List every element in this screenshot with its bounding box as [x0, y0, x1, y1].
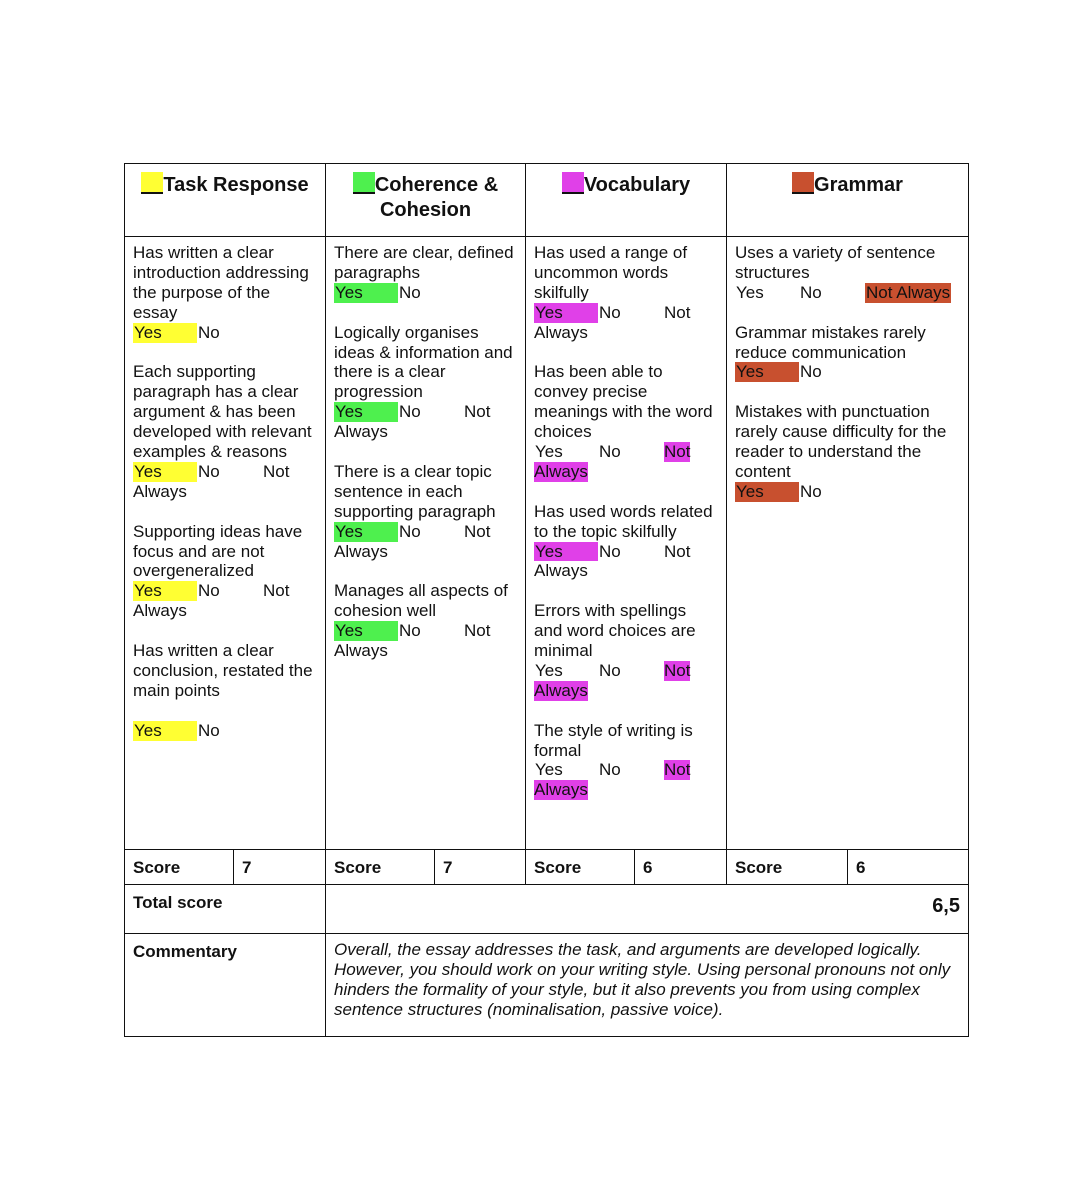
answer-options [334, 283, 517, 303]
criterion [534, 502, 718, 582]
criterion [534, 721, 718, 801]
answer-always: Always [334, 541, 388, 561]
criteria-list [326, 237, 525, 687]
header-title: Vocabulary [583, 174, 691, 196]
task-color-swatch [141, 172, 163, 194]
criterion [133, 362, 317, 501]
answer-yes: Yes [133, 462, 197, 482]
criterion-text: Manages all aspects of cohesion well [334, 581, 508, 621]
commentary-text: Overall, the essay addresses the task, and arguments are developed logically. However, you should work on your writing style. Using personal pronouns not only hinders the formality of your style, but it also prevents you from using complex sentence structures (nominalisation, passive voice). [326, 934, 969, 1037]
criterion [334, 323, 517, 442]
answer-no: No [198, 322, 220, 342]
rubric-table [124, 163, 969, 1037]
answer-yes: Yes [736, 282, 764, 302]
answer-options [534, 542, 718, 582]
criterion [334, 462, 517, 562]
criterion-text: Errors with spellings and word choices are minimal [534, 601, 696, 661]
score-row [125, 850, 969, 885]
criterion-text: The style of writing is formal [534, 720, 693, 760]
header-vocabulary [526, 164, 727, 237]
score-value: 6 [856, 858, 866, 877]
criterion-text: Each supporting paragraph has a clear argument & has been developed with relevant examples & reasons [133, 362, 312, 462]
criterion [735, 323, 960, 383]
answer-always: Always [334, 641, 388, 661]
answer-not: Not [464, 621, 491, 641]
answer-not: Not [664, 660, 691, 680]
answer-options [133, 462, 317, 502]
criteria-row [125, 237, 969, 850]
answer-not-always: Not Always [866, 282, 951, 302]
answer-no: No [399, 621, 421, 641]
answer-options [334, 621, 517, 661]
answer-not: Not [464, 521, 491, 541]
answer-always: Always [534, 322, 588, 342]
criterion [735, 402, 960, 502]
answer-no: No [599, 302, 621, 322]
criterion-text: Has written a clear conclusion, restated the main points [133, 641, 313, 700]
answer-no: No [800, 481, 822, 501]
answer-options [534, 442, 718, 482]
answer-no: No [198, 720, 220, 740]
answer-yes: Yes [535, 660, 563, 680]
task-criteria-cell [125, 237, 326, 850]
criterion [735, 243, 960, 303]
score-label: Score [526, 850, 635, 884]
criterion-text: Has written a clear introduction addressing the purpose of the essay [133, 243, 309, 322]
answer-options [133, 323, 317, 343]
answer-options [735, 283, 960, 303]
criterion [133, 243, 317, 343]
answer-always: Always [534, 680, 588, 700]
grammar-score [727, 850, 969, 885]
criterion-text: Has been able to convey precise meanings with the word choices [534, 362, 713, 442]
answer-always: Always [133, 481, 187, 501]
answer-not: Not [664, 541, 691, 561]
score-value: 6 [643, 858, 653, 877]
coherence-criteria-cell [326, 237, 526, 850]
commentary-label: Commentary [125, 934, 326, 1037]
criterion [534, 362, 718, 481]
score-value: 7 [242, 858, 252, 877]
answer-no: No [800, 282, 822, 302]
answer-yes: Yes [735, 482, 799, 502]
vocabulary-color-swatch [562, 172, 584, 194]
answer-options [334, 402, 517, 442]
answer-options [534, 303, 718, 343]
criterion [534, 243, 718, 343]
header-grammar [727, 164, 969, 237]
header-coherence-cohesion [326, 164, 526, 237]
answer-yes: Yes [535, 442, 563, 462]
vocabulary-score [526, 850, 727, 885]
answer-no: No [599, 760, 621, 780]
commentary-row [125, 934, 969, 1037]
criterion-text: Supporting ideas have focus and are not overgeneralized [133, 521, 303, 581]
total-row [125, 885, 969, 934]
answer-no: No [800, 362, 822, 382]
criteria-list [727, 237, 968, 528]
answer-options [334, 522, 517, 562]
criterion-text: Has used words related to the topic skilfully [534, 501, 713, 541]
answer-yes: Yes [133, 721, 197, 741]
score-label: Score [326, 850, 435, 884]
answer-options [133, 581, 317, 621]
answer-not: Not [263, 461, 290, 481]
score-label: Score [125, 850, 234, 884]
answer-always: Always [534, 561, 588, 581]
grammar-color-swatch [792, 172, 814, 194]
criterion [534, 601, 718, 701]
header-task-response [125, 164, 326, 237]
answer-yes: Yes [334, 402, 398, 422]
criterion-text: There is a clear topic sentence in each supporting paragraph [334, 461, 496, 521]
header-row [125, 164, 969, 237]
answer-no: No [599, 541, 621, 561]
criterion-text: Has used a range of uncommon words skilfully [534, 243, 688, 302]
vocabulary-criteria-cell [526, 237, 727, 850]
criterion [334, 581, 517, 661]
answer-always: Always [133, 601, 187, 621]
answer-no: No [198, 581, 220, 601]
header-title: Grammar [814, 174, 903, 196]
answer-yes: Yes [535, 760, 563, 780]
criterion-text: Grammar mistakes rarely reduce communication [735, 322, 926, 362]
coherence-score [326, 850, 526, 885]
criteria-list [125, 237, 325, 766]
criterion-text: Mistakes with punctuation rarely cause difficulty for the reader to understand the content [735, 402, 947, 481]
task-score [125, 850, 326, 885]
answer-yes: Yes [133, 581, 197, 601]
answer-yes: Yes [735, 362, 799, 382]
answer-not: Not [664, 760, 691, 780]
header-title: Task Response [163, 174, 309, 196]
total-score-label: Total score [125, 885, 326, 934]
answer-options [735, 362, 960, 382]
answer-not: Not [664, 302, 691, 322]
answer-yes: Yes [334, 522, 398, 542]
score-label: Score [727, 850, 848, 884]
answer-options [534, 661, 718, 701]
grammar-criteria-cell [727, 237, 969, 850]
answer-no: No [599, 660, 621, 680]
answer-options [735, 482, 960, 502]
answer-no: No [198, 461, 220, 481]
criterion [133, 641, 317, 741]
answer-yes: Yes [334, 283, 398, 303]
answer-always: Always [534, 461, 588, 481]
total-score-value: 6,5 [326, 885, 969, 934]
coherence-color-swatch [353, 172, 375, 194]
answer-no: No [599, 442, 621, 462]
answer-no: No [399, 282, 421, 302]
criterion [334, 243, 517, 303]
score-value: 7 [443, 858, 453, 877]
answer-yes: Yes [133, 323, 197, 343]
answer-always: Always [334, 422, 388, 442]
answer-not: Not [263, 581, 290, 601]
criterion-text: Uses a variety of sentence structures [735, 243, 936, 282]
answer-yes: Yes [334, 621, 398, 641]
answer-not: Not [664, 442, 691, 462]
answer-yes: Yes [534, 542, 598, 562]
answer-yes: Yes [534, 303, 598, 323]
criterion [133, 522, 317, 622]
answer-options [534, 760, 718, 800]
answer-not: Not [464, 402, 491, 422]
header-title: Coherence & Cohesion [374, 174, 499, 221]
answer-always: Always [534, 780, 588, 800]
answer-no: No [399, 402, 421, 422]
answer-no: No [399, 521, 421, 541]
criterion-text: Logically organises ideas & information and there is a clear progression [334, 322, 513, 402]
criterion-text: There are clear, defined paragraphs [334, 243, 514, 282]
criteria-list [526, 237, 726, 826]
answer-options [133, 721, 317, 741]
